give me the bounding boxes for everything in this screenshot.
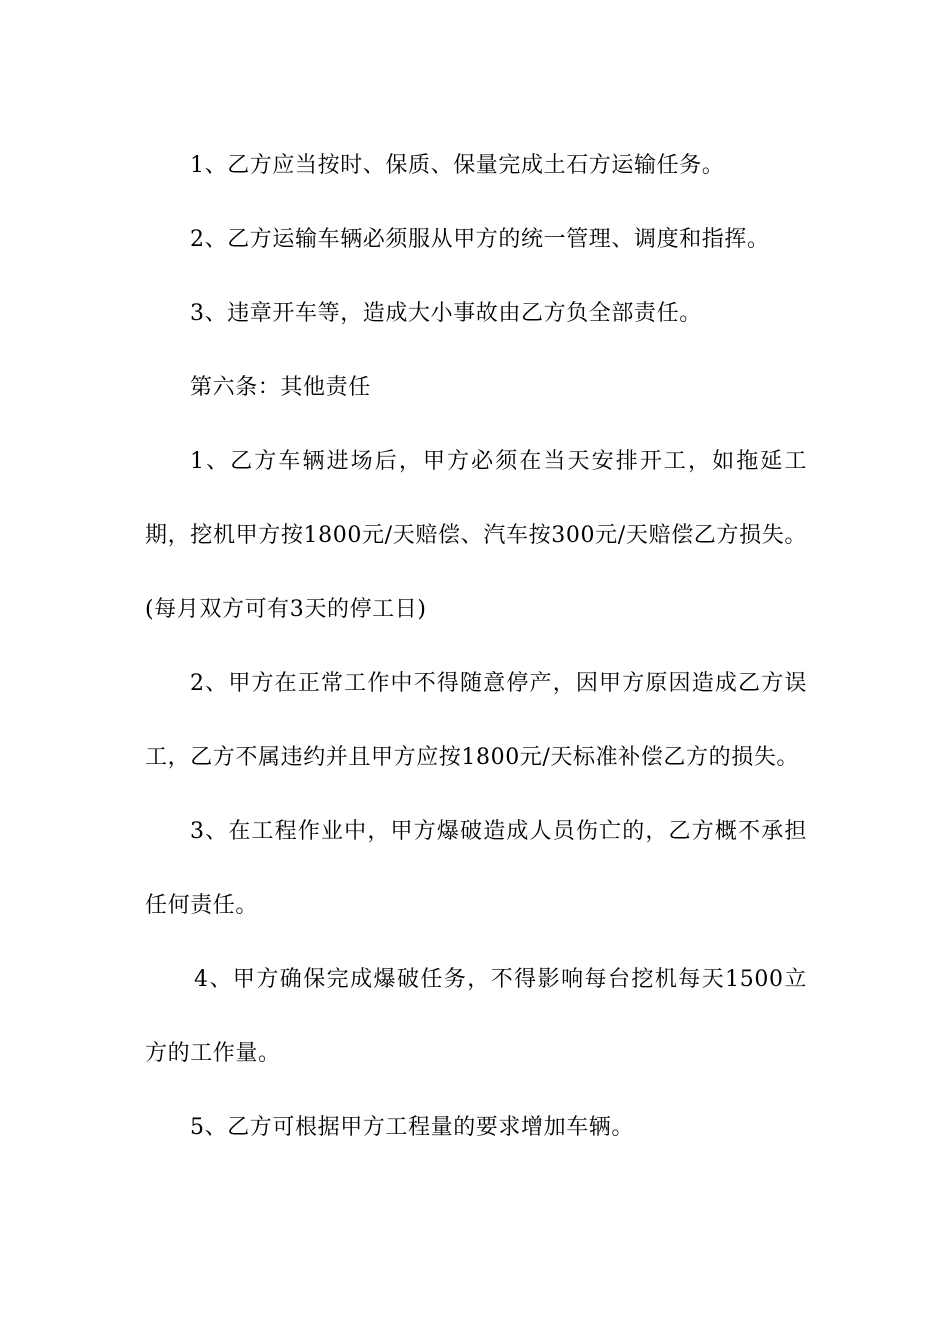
document-body [145,129,807,1165]
clause-transport-task: 1、乙方应当按时、保质、保量完成土石方运输任务。 [190,153,725,178]
clause-blasting-liability: 3、在工程作业中，甲方爆破造成人员伤亡的，乙方概不承担任何责任。 [145,819,807,918]
article-six-heading: 第六条：其他责任 [190,375,371,400]
clause-add-vehicles: 5、乙方可根据甲方工程量的要求增加车辆。 [190,1115,634,1140]
clause-vehicle-management: 2、乙方运输车辆必须服从甲方的统一管理、调度和指挥。 [190,227,770,252]
clause-work-start-compensation: 1、乙方车辆进场后，甲方必须在当天安排开工，如拖延工期，挖机甲方按1800元/天赔偿、汽车按300元/天赔偿乙方损失。(每月双方可有3天的停工日) [145,449,807,622]
clause-stoppage-compensation: 2、甲方在正常工作中不得随意停产，因甲方原因造成乙方误工，乙方不属违约并且甲方应按1800元/天标准补偿乙方的损失。 [145,671,807,770]
clause-blasting-workload: 4、甲方确保完成爆破任务，不得影响每台挖机每天1500立方的工作量。 [145,967,807,1066]
clause-accident-liability: 3、违章开车等，造成大小事故由乙方负全部责任。 [190,301,702,326]
